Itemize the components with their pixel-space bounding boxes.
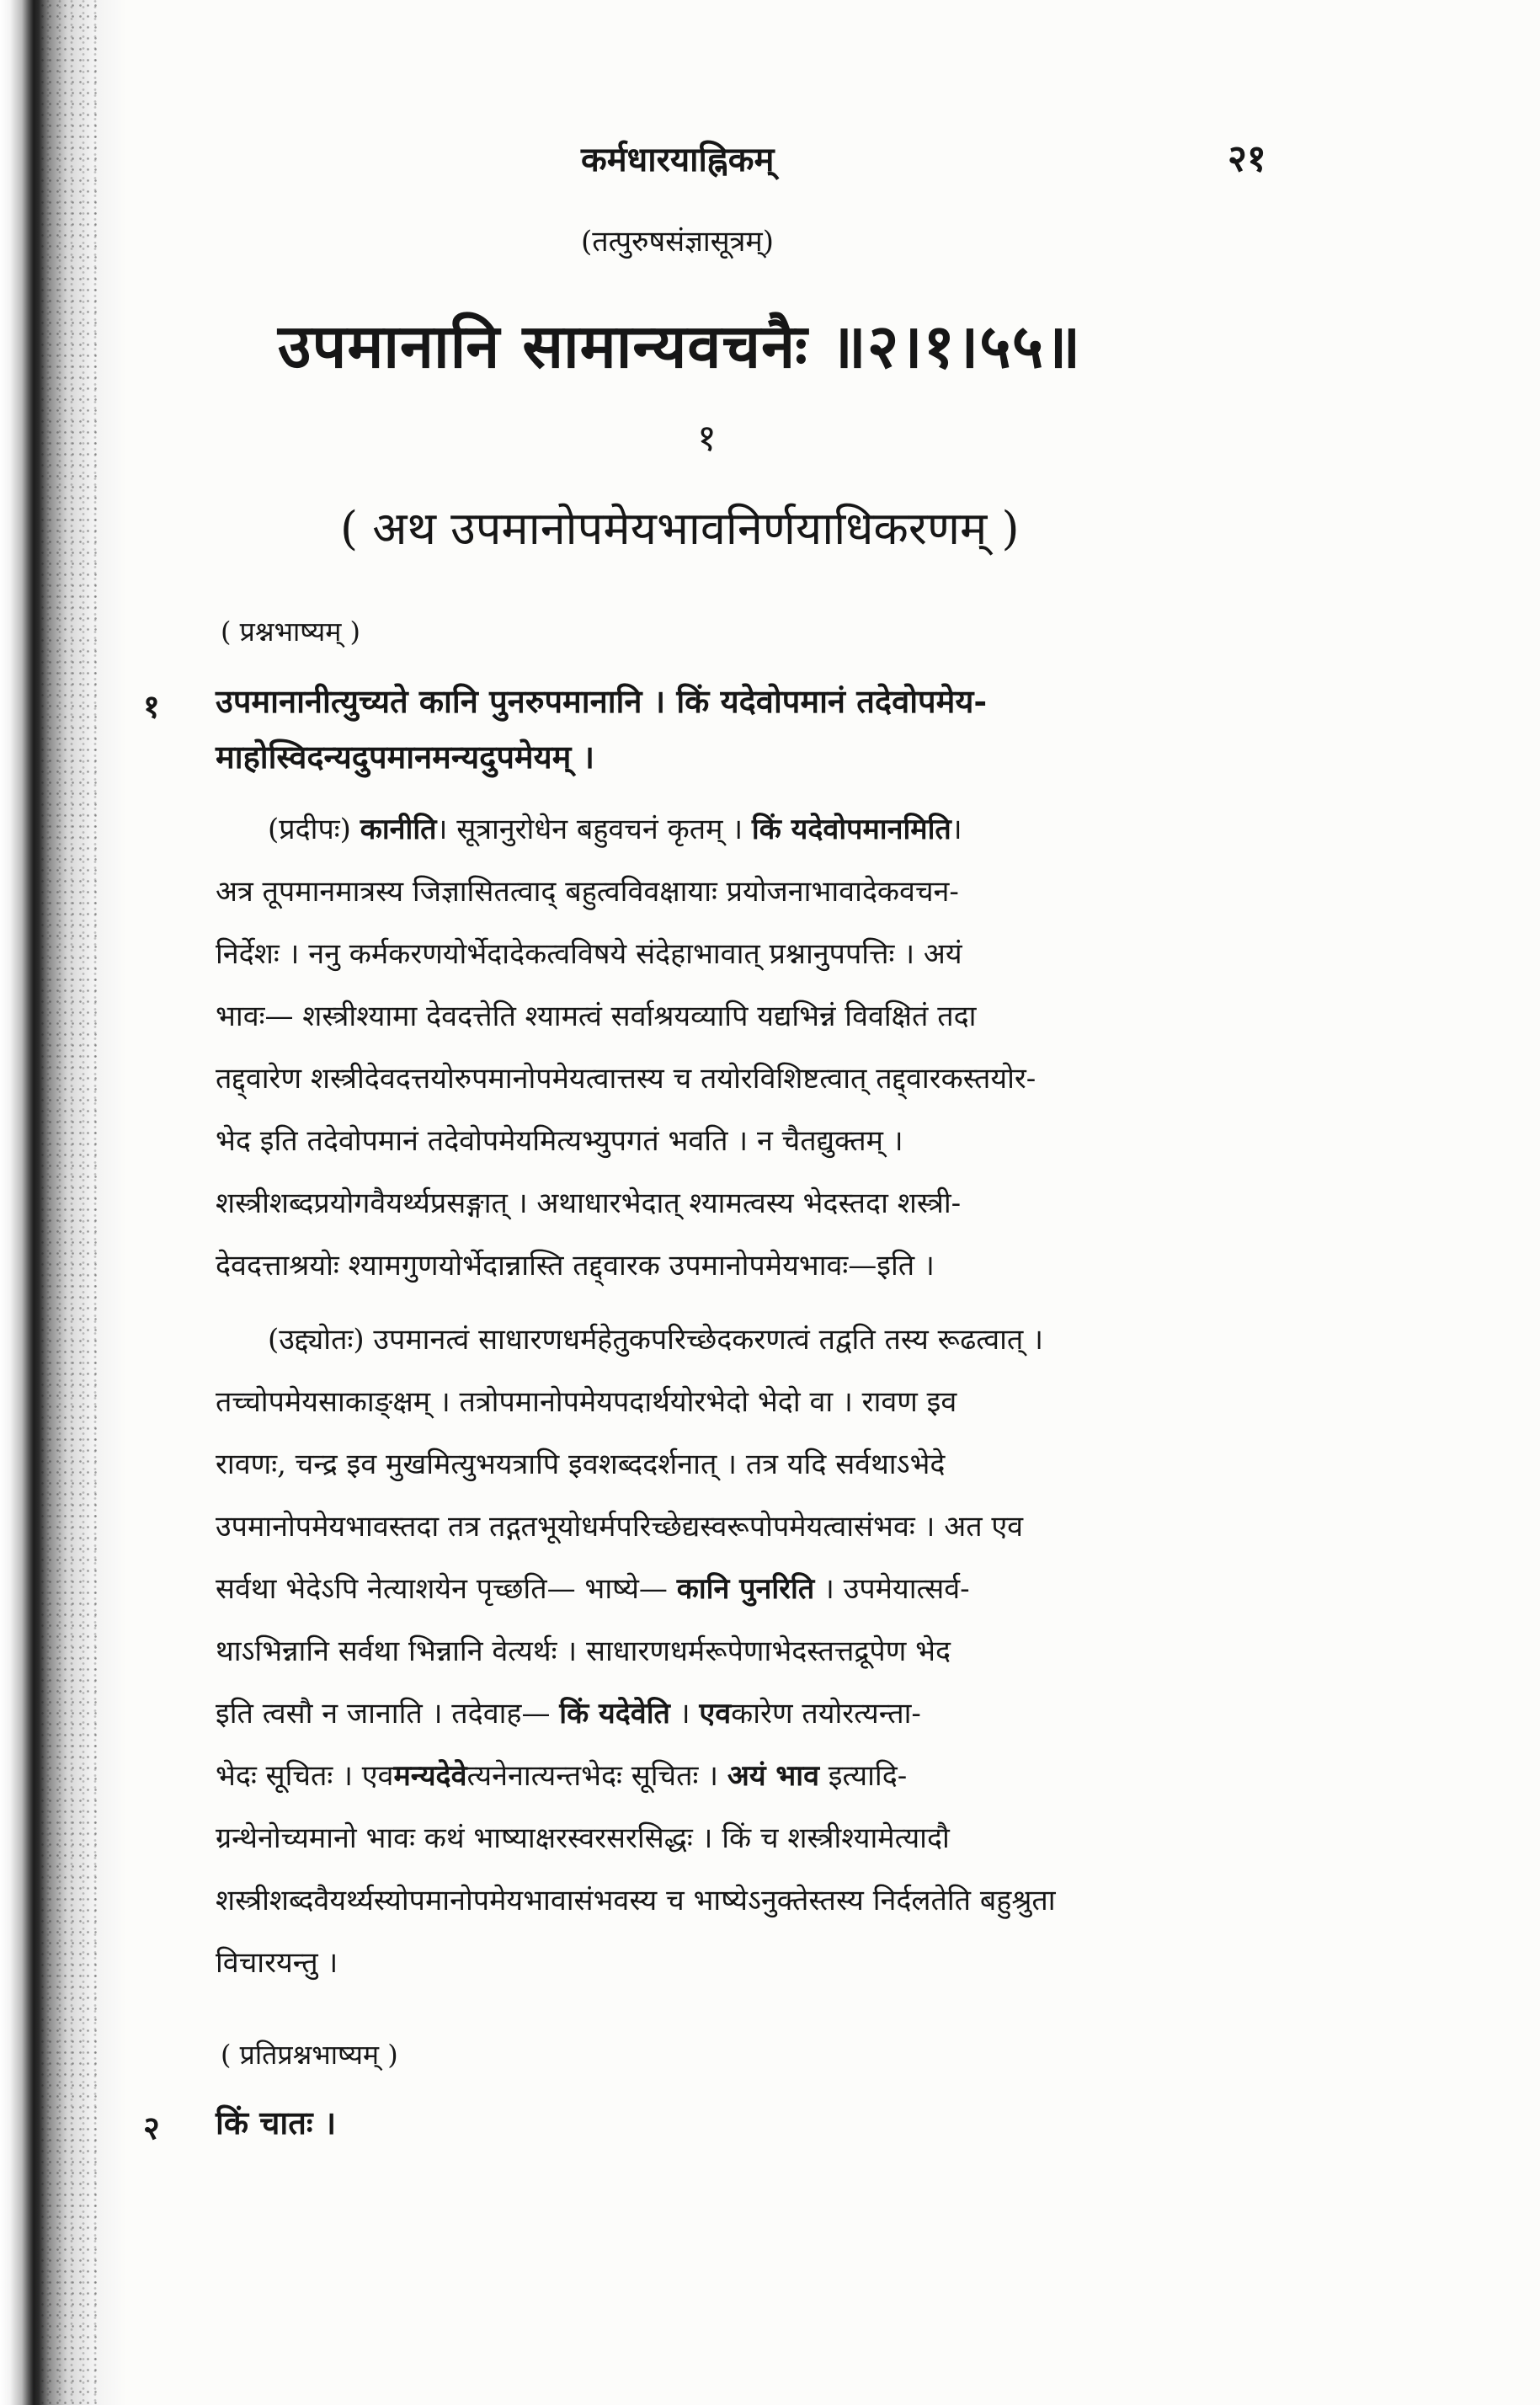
prashna-label: ( प्रश्नभाष्यम् )	[221, 616, 360, 648]
uddyota-lemma: अयं भाव	[727, 1759, 819, 1793]
page-number: २१	[1228, 137, 1266, 180]
uddyota-line: तच्चोपमेयसाकाङ्क्षम् । तत्रोपमानोपमेयपदार्थयोरभेदो भेदो वा । रावण इव	[216, 1385, 957, 1419]
uddyota-line: उपमानोपमेयभावस्तदा तत्र तद्गतभूयोधर्मपरिच्छेद्यस्वरूपोपमेयत्वासंभवः । अत एव	[216, 1510, 1024, 1544]
pradipa-label: (प्रदीपः)	[268, 813, 360, 846]
pradipa-text: ।	[951, 813, 962, 846]
pradipa-line: देवदत्ताश्रयोः श्यामगुणयोर्भेदान्नास्ति तद्द्वारक उपमानोपमेयभावः—इति ।	[216, 1249, 935, 1282]
uddyota-lemma: एव	[699, 1697, 732, 1730]
uddyota-text: भेदः सूचितः । एव	[216, 1759, 394, 1793]
pratiprashna-label: ( प्रतिप्रश्नभाष्यम् )	[221, 2039, 398, 2071]
adhikarana-heading: ( अथ उपमानोपमेयभावनिर्णयाधिकरणम् )	[340, 502, 1020, 555]
uddyota-text: सर्वथा भेदेऽपि नेत्याशयेन पृच्छति— भाष्ये—	[216, 1572, 677, 1606]
prashna-number: १	[143, 687, 160, 725]
uddyota-text: । उपमेयात्सर्व-	[814, 1572, 970, 1606]
pratiprashna-number: २	[143, 2109, 160, 2146]
uddyota-text: इति त्वसौ न जानाति । तदेवाह—	[216, 1697, 560, 1730]
pradipa-line	[268, 808, 962, 847]
pradipa-text: । सूत्रानुरोधेन बहुवचनं कृतम् ।	[436, 813, 752, 846]
uddyota-lemma: किं यदेवेति	[559, 1697, 670, 1730]
uddyota-line: रावणः, चन्द्र इव मुखमित्युभयत्रापि इवशब्ददर्शनात् । तत्र यदि सर्वथाऽभेदे	[216, 1448, 946, 1481]
sutra-name: (तत्पुरुषसंज्ञासूत्रम्)	[581, 225, 775, 259]
prashna-line: माहोस्विदन्यदुपमानमन्यदुपमेयम् ।	[216, 738, 595, 776]
uddyota-line	[216, 1755, 907, 1794]
running-head: कर्मधारयाह्निकम्	[581, 140, 775, 179]
uddyota-line	[216, 1568, 970, 1607]
binding-speckle	[39, 0, 98, 2405]
uddyota-lemma: कानि पुनरिति	[676, 1572, 815, 1606]
uddyota-line	[216, 1693, 921, 1731]
pradipa-line: भावः— शस्त्रीश्यामा देवदत्तेति श्यामत्वं सर्वाश्रयव्यापि यद्यभिन्नं विवक्षितं तदा	[216, 1000, 977, 1033]
uddyota-text: ।	[669, 1697, 700, 1730]
uddyota-text: इत्यादि-	[819, 1759, 908, 1793]
pradipa-line: निर्देशः । ननु कर्मकरणयोर्भेदादेकत्वविषये संदेहाभावात् प्रश्नानुपपत्तिः । अयं	[216, 937, 962, 971]
uddyota-line: विचारयन्तु ।	[216, 1946, 338, 1980]
uddyota-line: (उद्द्योतः) उपमानत्वं साधारणधर्महेतुकपरिच्छेदकरणत्वं तद्वति तस्य रूढत्वात् ।	[268, 1323, 1044, 1357]
uddyota-line: शस्त्रीशब्दवैयर्थ्यस्योपमानोपमेयभावासंभवस्य च भाष्येऽनुक्तेस्तस्य निर्दलतेति बहुश्रुता	[216, 1884, 1056, 1917]
section-number: १	[697, 417, 717, 460]
uddyota-text: त्यनेनात्यन्तभेदः सूचितः ।	[466, 1759, 727, 1793]
pradipa-line: शस्त्रीशब्दप्रयोगवैयर्थ्यप्रसङ्गात् । अथाधारभेदात् श्यामत्वस्य भेदस्तदा शस्त्री-	[216, 1187, 962, 1220]
uddyota-lemma: मन्यदेवे	[393, 1759, 467, 1793]
sutra-text: उपमानानि सामान्यवचनैः ॥२।१।५५॥	[278, 310, 1082, 381]
pradipa-lemma: कानीति	[360, 813, 437, 846]
pradipa-line: भेद इति तदेवोपमानं तदेवोपमेयमित्यभ्युपगतं भवति । न चैतद्युक्तम् ।	[216, 1124, 903, 1158]
pradipa-line: अत्र तूपमानमात्रस्य जिज्ञासितत्वाद् बहुत्वविवक्षायाः प्रयोजनाभावादेकवचन-	[216, 875, 959, 909]
pradipa-line: तद्द्वारेण शस्त्रीदेवदत्तयोरुपमानोपमेयत्वात्तस्य च तयोरविशिष्टत्वात् तद्द्वारकस्तयोर-	[216, 1062, 1036, 1096]
uddyota-text: कारेण तयोरत्यन्ता-	[731, 1697, 921, 1730]
pradipa-lemma: किं यदेवोपमानमिति	[751, 813, 951, 846]
uddyota-line: ग्रन्थेनोच्यमानो भावः कथं भाष्याक्षरस्वरसरसिद्धः । किं च शस्त्रीश्यामेत्यादौ	[216, 1821, 950, 1855]
pratiprashna-line: किं चातः ।	[216, 2104, 337, 2141]
uddyota-line: थाऽभिन्नानि सर्वथा भिन्नानि वेत्यर्थः । साधारणधर्मरूपेणाभेदस्तत्तद्रूपेण भेद	[216, 1634, 951, 1668]
prashna-line: उपमानानीत्युच्यते कानि पुनरुपमानानि । किं यदेवोपमानं तदेवोपमेय-	[216, 682, 988, 720]
